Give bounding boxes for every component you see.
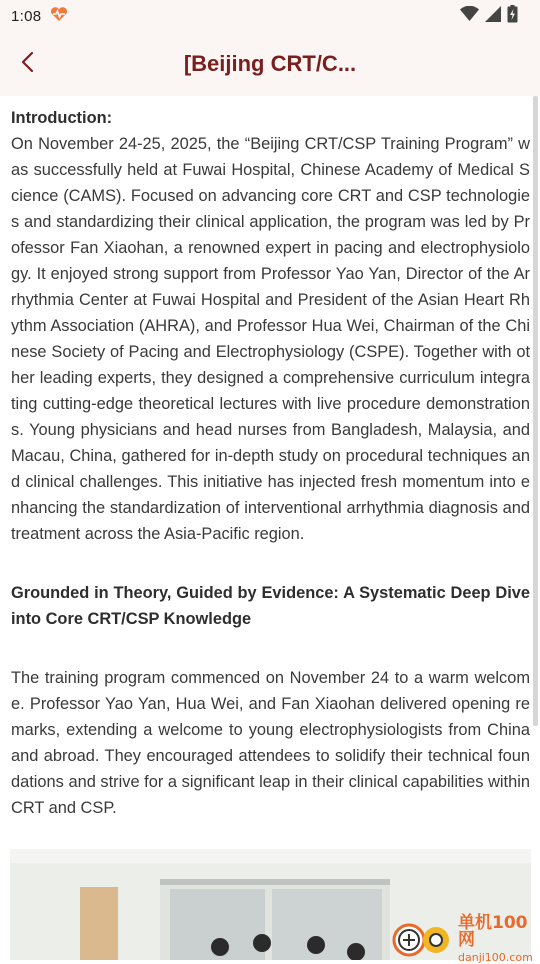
wifi-icon bbox=[460, 6, 479, 26]
scrollbar[interactable] bbox=[533, 96, 538, 726]
paragraph-gap bbox=[11, 547, 530, 580]
article-scroll-area[interactable] bbox=[0, 96, 540, 960]
site-watermark bbox=[392, 913, 540, 964]
status-time: 1:08 bbox=[11, 7, 42, 25]
paragraph-gap bbox=[11, 632, 530, 665]
article-body bbox=[11, 105, 530, 821]
watermark-sub: danji100.com bbox=[458, 951, 533, 964]
watermark-logo-icon bbox=[392, 916, 454, 963]
heart-app-icon bbox=[49, 6, 69, 27]
battery-charging-icon bbox=[507, 5, 518, 28]
cellular-signal-icon bbox=[485, 6, 501, 27]
page-title: [Beijing CRT/C... bbox=[183, 51, 357, 76]
back-button[interactable] bbox=[8, 40, 48, 88]
section-paragraph: The training program commenced on November 24 to a warm welcome. Professor Yao Yan, Hua Wei, and Fan Xiaohan delivered opening remarks, extending a welcome to young electrophysiologists from China and abroad. They encouraged attendees to solidify their technical foundations and strive for a significant leap in their clinical capabilities within CRT and CSP. bbox=[11, 669, 530, 817]
status-left bbox=[11, 6, 69, 27]
status-right bbox=[460, 5, 518, 28]
status-bar bbox=[0, 0, 540, 32]
back-arrow-icon bbox=[18, 51, 38, 78]
section-heading: Grounded in Theory, Guided by Evidence: A Systematic Deep Dive into Core CRT/CSP Knowledge bbox=[11, 584, 530, 628]
watermark-text bbox=[458, 915, 540, 963]
watermark-main: 单机100网 bbox=[458, 913, 528, 950]
intro-paragraph: On November 24-25, 2025, the “Beijing CRT/CSP Training Program” was successfully held at Fuwai Hospital, Chinese Academy of Medical Science (CAMS). Focused on advancing core CRT and CSP technologies and standardizing their clinical application, the program was led by Professor Fan Xiaohan, a renowned expert in pacing and electrophysiology. It enjoyed strong support from Professor Yao Yan, Director of the Arrhythmia Center at Fuwai Hospital and President of the Asian Heart Rhythm Association (AHRA), and Professor Hua Wei, Chairman of the Chinese Society of Pacing and Electrophysiology (CSPE). Together with other leading experts, they designed a comprehensive curriculum integrating cutting-edge theoretical lectures with live procedure demonstrations. Young physicians and head nurses from Bangladesh, Malaysia, and Macau, China, gathered for in-depth study on procedural techniques and clinical challenges. This initiative has injected fresh momentum into enhancing the standardization of interventional arrhythmia diagnosis and treatment across the Asia-Pacific region. bbox=[11, 135, 530, 543]
app-bar bbox=[0, 32, 540, 96]
intro-heading: Introduction: bbox=[11, 109, 113, 127]
